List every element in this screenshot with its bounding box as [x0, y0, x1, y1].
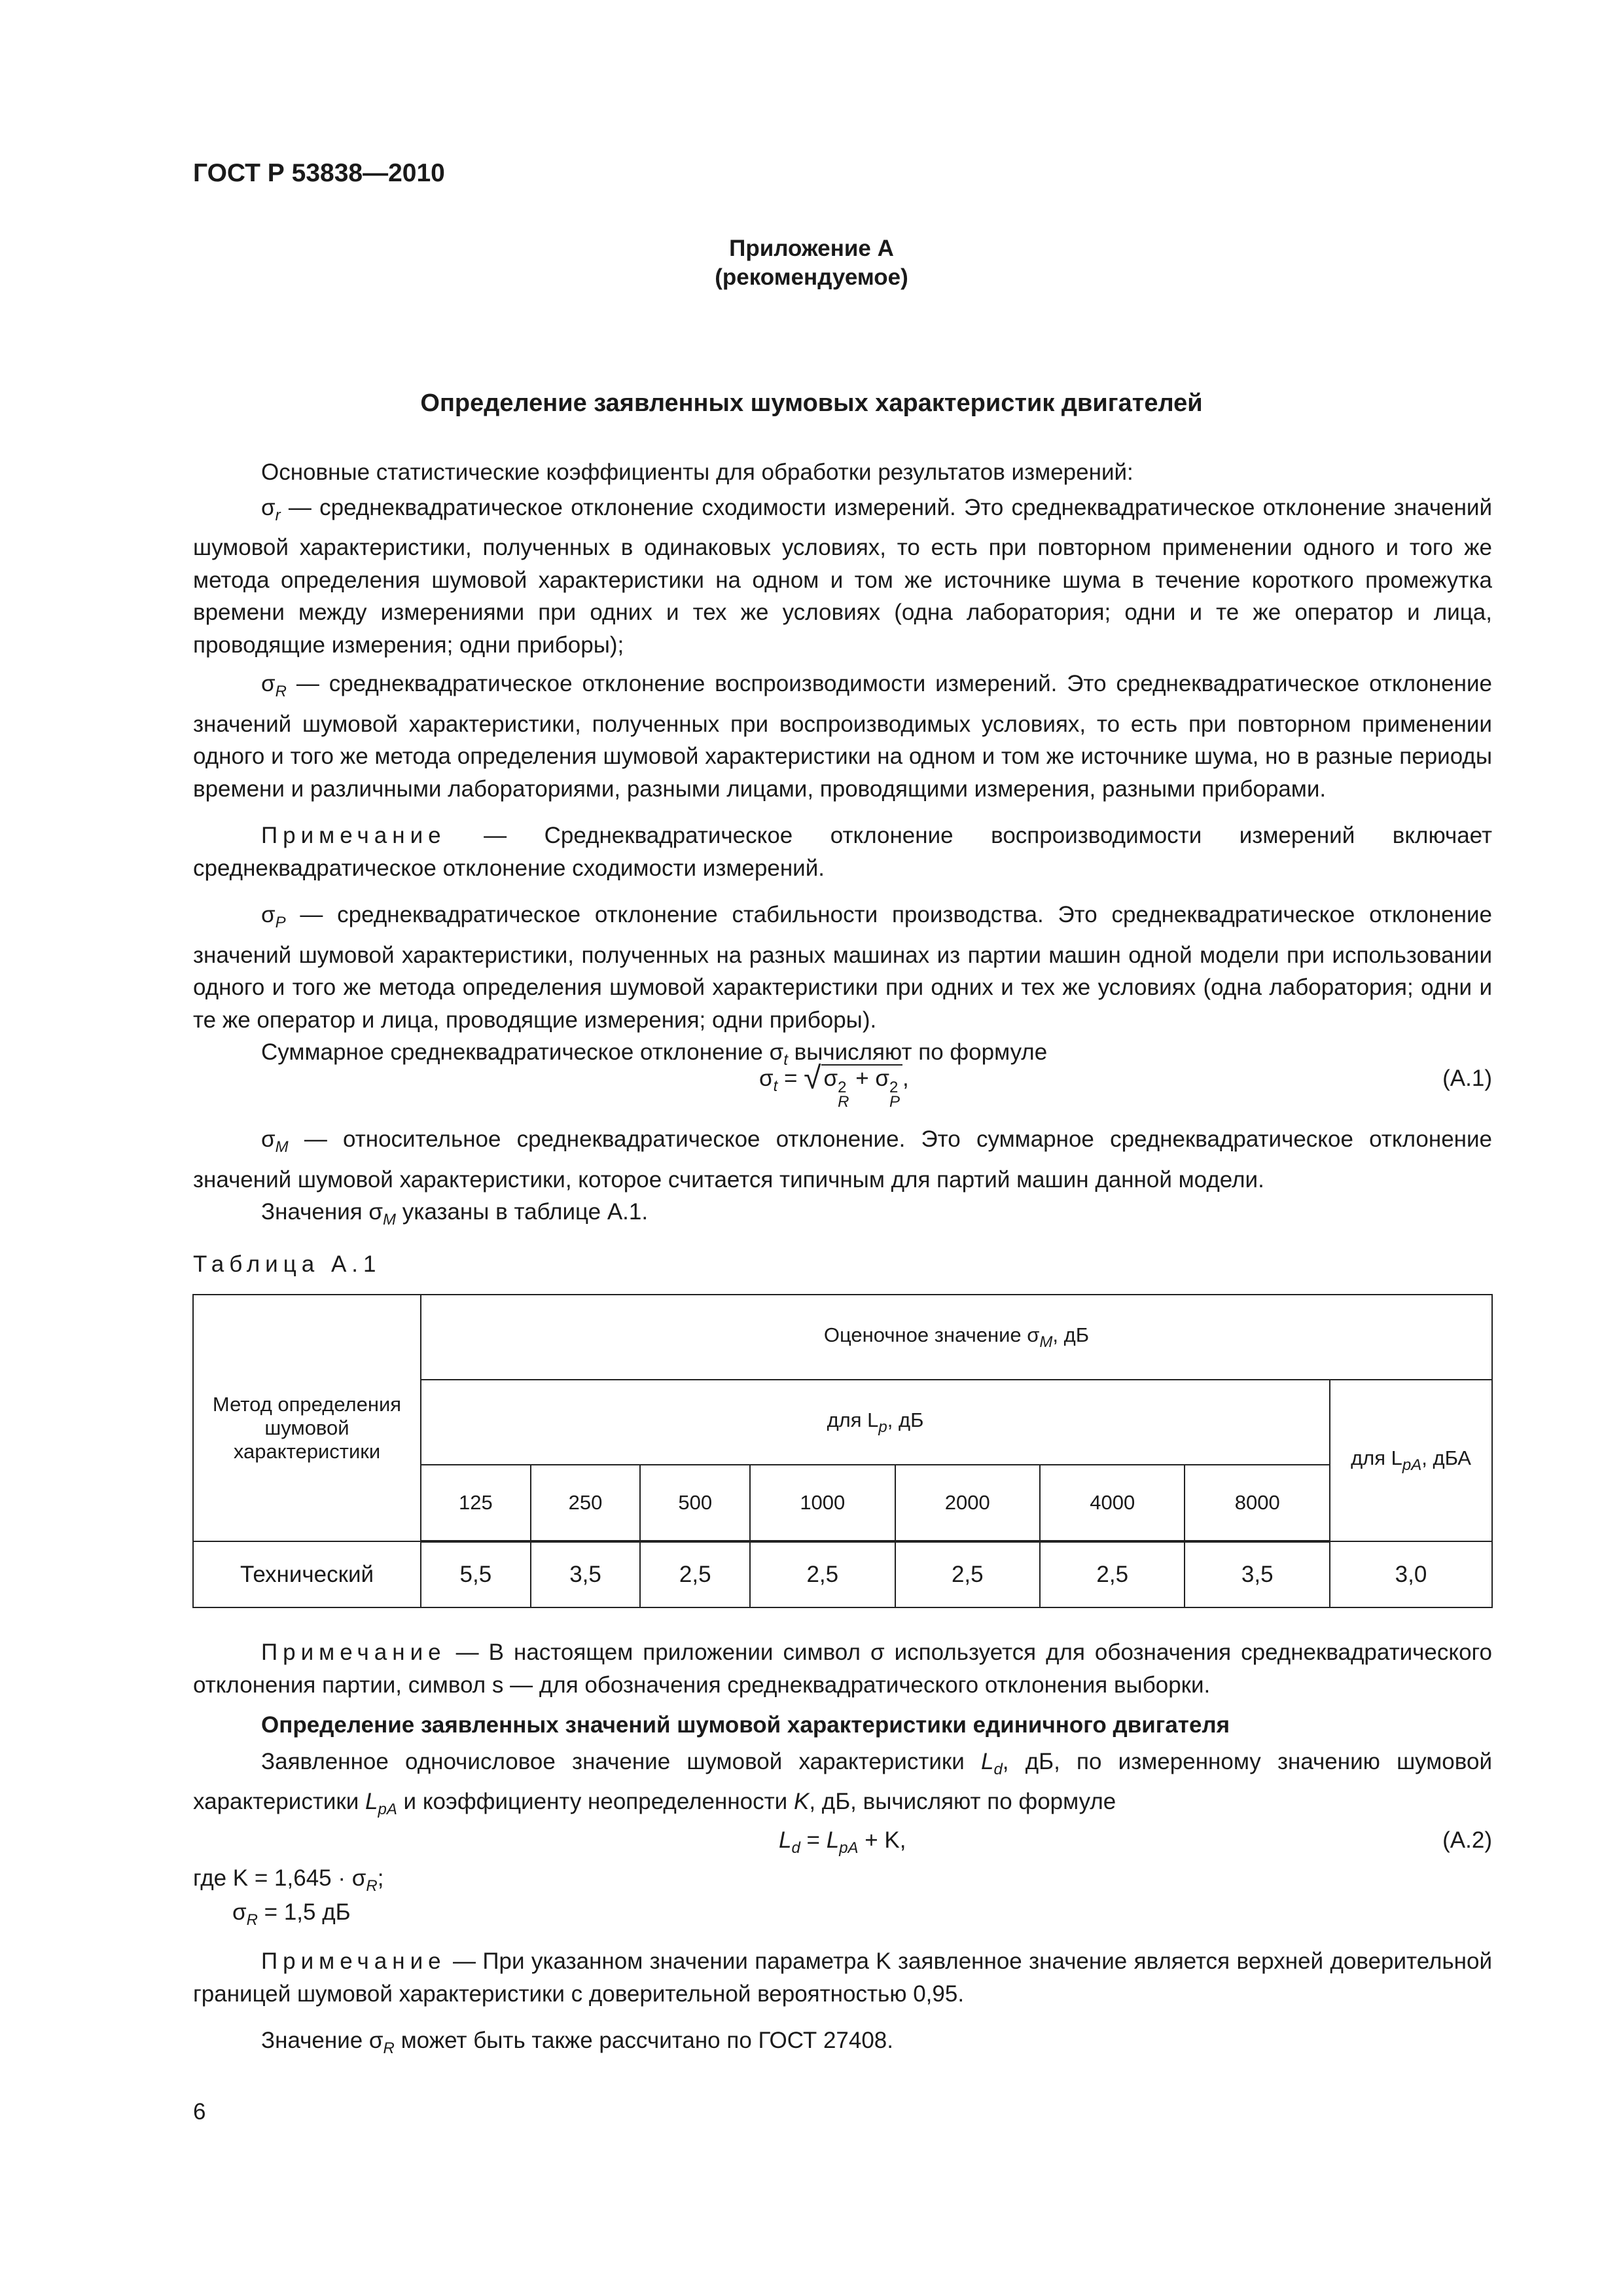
note1-text: — Среднеквадратическое отклонение воспроизводимости измерений включает среднеквадратическое отклонение сходимости измерений. [193, 823, 1492, 881]
row-label: Технический [193, 1541, 421, 1607]
sigma-R-subscript: R [275, 683, 287, 700]
lp-header-pre: для L [827, 1408, 879, 1431]
formula1-plus: + [849, 1066, 876, 1091]
note2-label: Примечание [261, 1640, 446, 1665]
formula1-term1: σ [823, 1066, 838, 1091]
sigma-P-paragraph [193, 899, 1492, 1036]
formula1-lhs: σ [759, 1066, 774, 1091]
formula2-lhs-sub: d [791, 1839, 800, 1857]
sigma-M-paragraph [193, 1123, 1492, 1196]
where2-sub: R [246, 1911, 258, 1929]
freq-cell: 4000 [1040, 1465, 1185, 1541]
sum-post: вычисляют по формуле [787, 1039, 1048, 1065]
value-cell: 2,5 [895, 1541, 1040, 1607]
note1-paragraph [193, 819, 1492, 884]
formula2-eq: = [800, 1827, 827, 1853]
formula1-term2-sup: 2 [889, 1079, 899, 1096]
sigma-M-symbol: σ [261, 1126, 276, 1152]
formula1-term2-sub: P [889, 1093, 900, 1111]
formula-a2 [779, 1827, 906, 1857]
lpa-header-post: , дБА [1421, 1446, 1471, 1469]
value-cell: 2,5 [640, 1541, 750, 1607]
where-line-2 [232, 1899, 351, 1929]
sub-p1-LpA-sub: pA [378, 1801, 397, 1818]
freq-cell: 125 [421, 1465, 531, 1541]
sigma-r-text: — среднеквадратическое отклонение сходимости измерений. Это среднеквадратическое отклонение значений шумовой характеристики, полученных в одинаковых условиях, то есть при повторном применении одного и того же метода определения шумовой характеристики на одном и том же источнике шума в течение короткого промежутка времени между измерениями при одних и тех же условиях (одна лаборатория; одни и те же оператор и лица, проводящие измерения; одни приборы); [193, 494, 1492, 658]
lp-header-sub: p [878, 1418, 887, 1436]
final-paragraph [193, 2024, 1492, 2065]
lpa-header [1330, 1380, 1492, 1541]
formula2-rhs: L [826, 1827, 840, 1853]
estimate-header [421, 1295, 1492, 1380]
where1-post: ; [377, 1865, 384, 1891]
lpa-header-pre: для L [1351, 1446, 1402, 1469]
sub-p1-K: K [793, 1789, 810, 1814]
table-row [193, 1541, 1492, 1607]
final-post: может быть также рассчитано по ГОСТ 27408. [394, 2028, 893, 2053]
appendix-subtitle: (рекомендуемое) [715, 264, 908, 290]
freq-cell: 250 [531, 1465, 641, 1541]
table-title: Таблица А.1 [193, 1251, 382, 1277]
formula1-lhs-sub: t [773, 1077, 778, 1095]
sigma-R-symbol: σ [261, 671, 276, 696]
noise-table [192, 1294, 1493, 1608]
freq-cell: 1000 [750, 1465, 895, 1541]
estimate-header-pre: Оценочное значение σ [823, 1323, 1040, 1346]
sub-p1-d: , дБ, вычисляют по формуле [809, 1789, 1116, 1814]
sigma-R-text: — среднеквадратическое отклонение воспроизводимости измерений. Это среднеквадратическое отклонение значений шумовой характеристики, полученных при воспроизводимых условиях, то есть при повторном применении одного и того же метода определения шумовой характеристики на одном и том же источнике шума, но в разные периоды времени и различными лабораториями, разными лицами, проводящими измерения, разными приборами. [193, 671, 1492, 802]
formula-a2-number: (А.2) [1442, 1827, 1492, 1853]
freq-cell: 500 [640, 1465, 750, 1541]
sigma-P-text: — среднеквадратическое отклонение стабильности производства. Это среднеквадратическое отклонение значений шумовой характеристики, полученных на разных машинах из партии машин одной модели при использовании одного и того же метода определения шумовой характеристики при одних и тех же условиях (одна лаборатория; одни и те же оператор и лица, проводящие измерения; одни приборы). [193, 902, 1492, 1033]
method-header: Метод определения шумовой характеристики [193, 1295, 421, 1541]
where2-pre: σ [232, 1899, 247, 1925]
sqrt-icon: √ [804, 1061, 821, 1096]
value-cell: 2,5 [750, 1541, 895, 1607]
formula2-lhs: L [779, 1827, 792, 1853]
formula2-plus: + K, [858, 1827, 906, 1853]
sigma-M-block [193, 1123, 1492, 1236]
values-pre: Значения [261, 1199, 369, 1225]
section-title: Определение заявленных шумовых характеристик двигателей [420, 389, 1203, 417]
formula-a1 [759, 1060, 909, 1109]
sub-p1-Ld: L [980, 1748, 994, 1774]
value-cell: 3,5 [531, 1541, 641, 1607]
formula1-radicand [821, 1064, 902, 1111]
freq-cell: 2000 [895, 1465, 1040, 1541]
page-number: 6 [193, 2099, 206, 2125]
sigma-r-symbol: σ [261, 494, 276, 520]
formula2-rhs-sub: pA [839, 1839, 859, 1857]
sum-subscript: t [783, 1051, 788, 1069]
sigma-P-symbol: σ [261, 902, 276, 927]
sum-pre: Суммарное среднеквадратическое отклонение [261, 1039, 770, 1065]
final-sub: R [383, 2039, 395, 2057]
sub-p1-b: , дБ, по измеренному значению шумовой характеристики [193, 1748, 1492, 1814]
subsection-title: Определение заявленных значений шумовой характеристики единичного двигателя [261, 1712, 1230, 1738]
lpa-header-sub: pA [1402, 1456, 1422, 1474]
final-block [193, 1945, 1492, 2065]
freq-cell: 8000 [1185, 1465, 1330, 1541]
lp-header [421, 1380, 1330, 1465]
sigma-P-subscript: P [275, 914, 286, 931]
standard-header: ГОСТ Р 53838—2010 [193, 159, 445, 187]
sub-p1-Ld-sub: d [993, 1760, 1003, 1778]
estimate-header-sub: M [1039, 1333, 1053, 1351]
note3-label: Примечание [261, 1948, 446, 1974]
note2-text: — В настоящем приложении символ σ используется для обозначения среднеквадратического отклонения партии, символ s — для обозначения среднеквадратического отклонения выборки. [193, 1640, 1492, 1698]
formula1-term1-sup: 2 [838, 1079, 847, 1096]
sigma-M-subscript: M [275, 1138, 289, 1156]
value-cell: 3,5 [1185, 1541, 1330, 1607]
value-cell: 5,5 [421, 1541, 531, 1607]
value-cell: 2,5 [1040, 1541, 1185, 1607]
sigma-R-paragraph [193, 668, 1492, 805]
sub-p1-LpA: L [365, 1789, 378, 1814]
subsection-paragraph [193, 1746, 1492, 1826]
sum-symbol: σ [769, 1039, 784, 1065]
note2-paragraph [193, 1636, 1492, 1701]
values-subscript: M [383, 1211, 397, 1229]
note3-text: — При указанном значении параметра K заявленное значение является верхней доверительной границей шумовой характеристики с доверительной вероятностью 0,95. [193, 1948, 1492, 2007]
sigma-M-text: — относительное среднеквадратическое отклонение. Это суммарное среднеквадратическое отклонение значений шумовой характеристики, которое считается типичным для партий машин данной модели. [193, 1126, 1492, 1193]
where2-post: = 1,5 дБ [257, 1899, 351, 1925]
formula1-term1-sub: R [838, 1093, 849, 1111]
where1-sub: R [366, 1877, 378, 1895]
lp-header-post: , дБ [887, 1408, 924, 1431]
final-pre: Значение σ [261, 2028, 383, 2053]
lower-block [193, 1636, 1492, 1826]
values-post: указаны в таблице А.1. [396, 1199, 649, 1225]
intro-paragraph: Основные статистические коэффициенты для обработки результатов измерений: [261, 459, 1133, 485]
note1-label: Примечание [261, 823, 446, 848]
sigma-r-paragraph [193, 492, 1492, 662]
sub-p1-c: и коэффициенту неопределенности [397, 1789, 794, 1814]
lpa-value-cell: 3,0 [1330, 1541, 1492, 1607]
values-paragraph [193, 1196, 1492, 1236]
values-symbol: σ [368, 1199, 383, 1225]
appendix-title: Приложение А [729, 236, 894, 261]
formula-a1-number: (А.1) [1442, 1066, 1492, 1091]
formula1-tail: , [902, 1066, 909, 1091]
where1-pre: где K = 1,645 · σ [193, 1865, 366, 1891]
sub-p1-a: Заявленное одночисловое значение шумовой характеристики [261, 1748, 981, 1774]
formula1-term2: σ [875, 1066, 889, 1091]
formula1-eq: = [777, 1066, 804, 1091]
note3-paragraph [193, 1945, 1492, 2010]
definitions-block [193, 456, 1492, 1077]
sigma-r-subscript: r [275, 506, 281, 524]
estimate-header-post: , дБ [1052, 1323, 1090, 1346]
where-line-1 [193, 1865, 383, 1895]
